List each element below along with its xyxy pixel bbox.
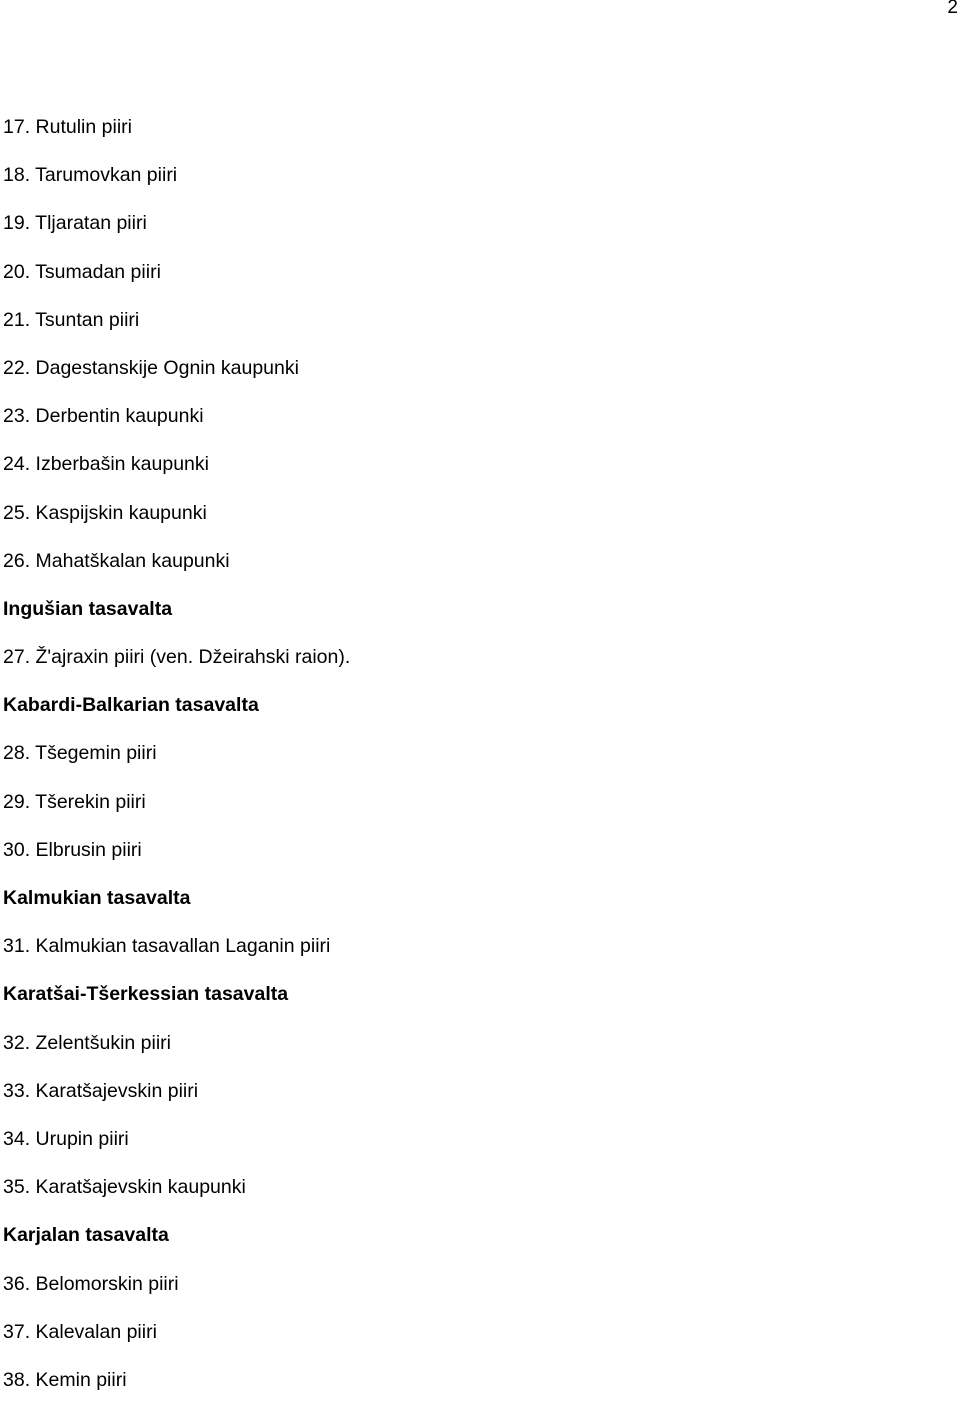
list-item: 26. Mahatškalan kaupunki bbox=[3, 549, 230, 572]
section-heading: Kabardi-Balkarian tasavalta bbox=[3, 694, 259, 717]
list-item: 32. Zelentšukin piiri bbox=[3, 1031, 171, 1054]
list-item: 29. Tšerekin piiri bbox=[3, 790, 146, 813]
page-number: 2 bbox=[947, 0, 958, 18]
list-item: 27. Ž'ajraxin piiri (ven. Džeirahski raion). bbox=[3, 646, 351, 669]
list-item: 24. Izberbašin kaupunki bbox=[3, 453, 209, 476]
document-body bbox=[0, 112, 960, 1413]
list-item: 30. Elbrusin piiri bbox=[3, 838, 142, 861]
list-item: 37. Kalevalan piiri bbox=[3, 1320, 157, 1343]
list-item: 25. Kaspijskin kaupunki bbox=[3, 501, 207, 524]
list-item: 19. Tljaratan piiri bbox=[3, 212, 147, 235]
list-item: 36. Belomorskin piiri bbox=[3, 1272, 179, 1295]
list-item: 20. Tsumadan piiri bbox=[3, 260, 161, 283]
list-item: 22. Dagestanskije Ognin kaupunki bbox=[3, 356, 299, 379]
list-item: 34. Urupin piiri bbox=[3, 1127, 129, 1150]
section-heading: Kalmukian tasavalta bbox=[3, 887, 191, 909]
section-heading: Karatšai-Tšerkessian tasavalta bbox=[3, 983, 289, 1006]
list-item: 28. Tšegemin piiri bbox=[3, 742, 157, 765]
list-item: 33. Karatšajevskin piiri bbox=[3, 1079, 199, 1102]
list-item: 23. Derbentin kaupunki bbox=[3, 405, 204, 428]
list-item: 18. Tarumovkan piiri bbox=[3, 164, 178, 187]
section-heading: Karjalan tasavalta bbox=[3, 1224, 169, 1247]
section-heading: Ingušian tasavalta bbox=[3, 597, 173, 620]
list-item: 38. Kemin piiri bbox=[3, 1368, 127, 1391]
list-item: 35. Karatšajevskin kaupunki bbox=[3, 1176, 246, 1199]
list-item: 21. Tsuntan piiri bbox=[3, 308, 140, 331]
list-item: 31. Kalmukian tasavallan Laganin piiri bbox=[3, 935, 331, 958]
list-item: 17. Rutulin piiri bbox=[3, 116, 132, 138]
